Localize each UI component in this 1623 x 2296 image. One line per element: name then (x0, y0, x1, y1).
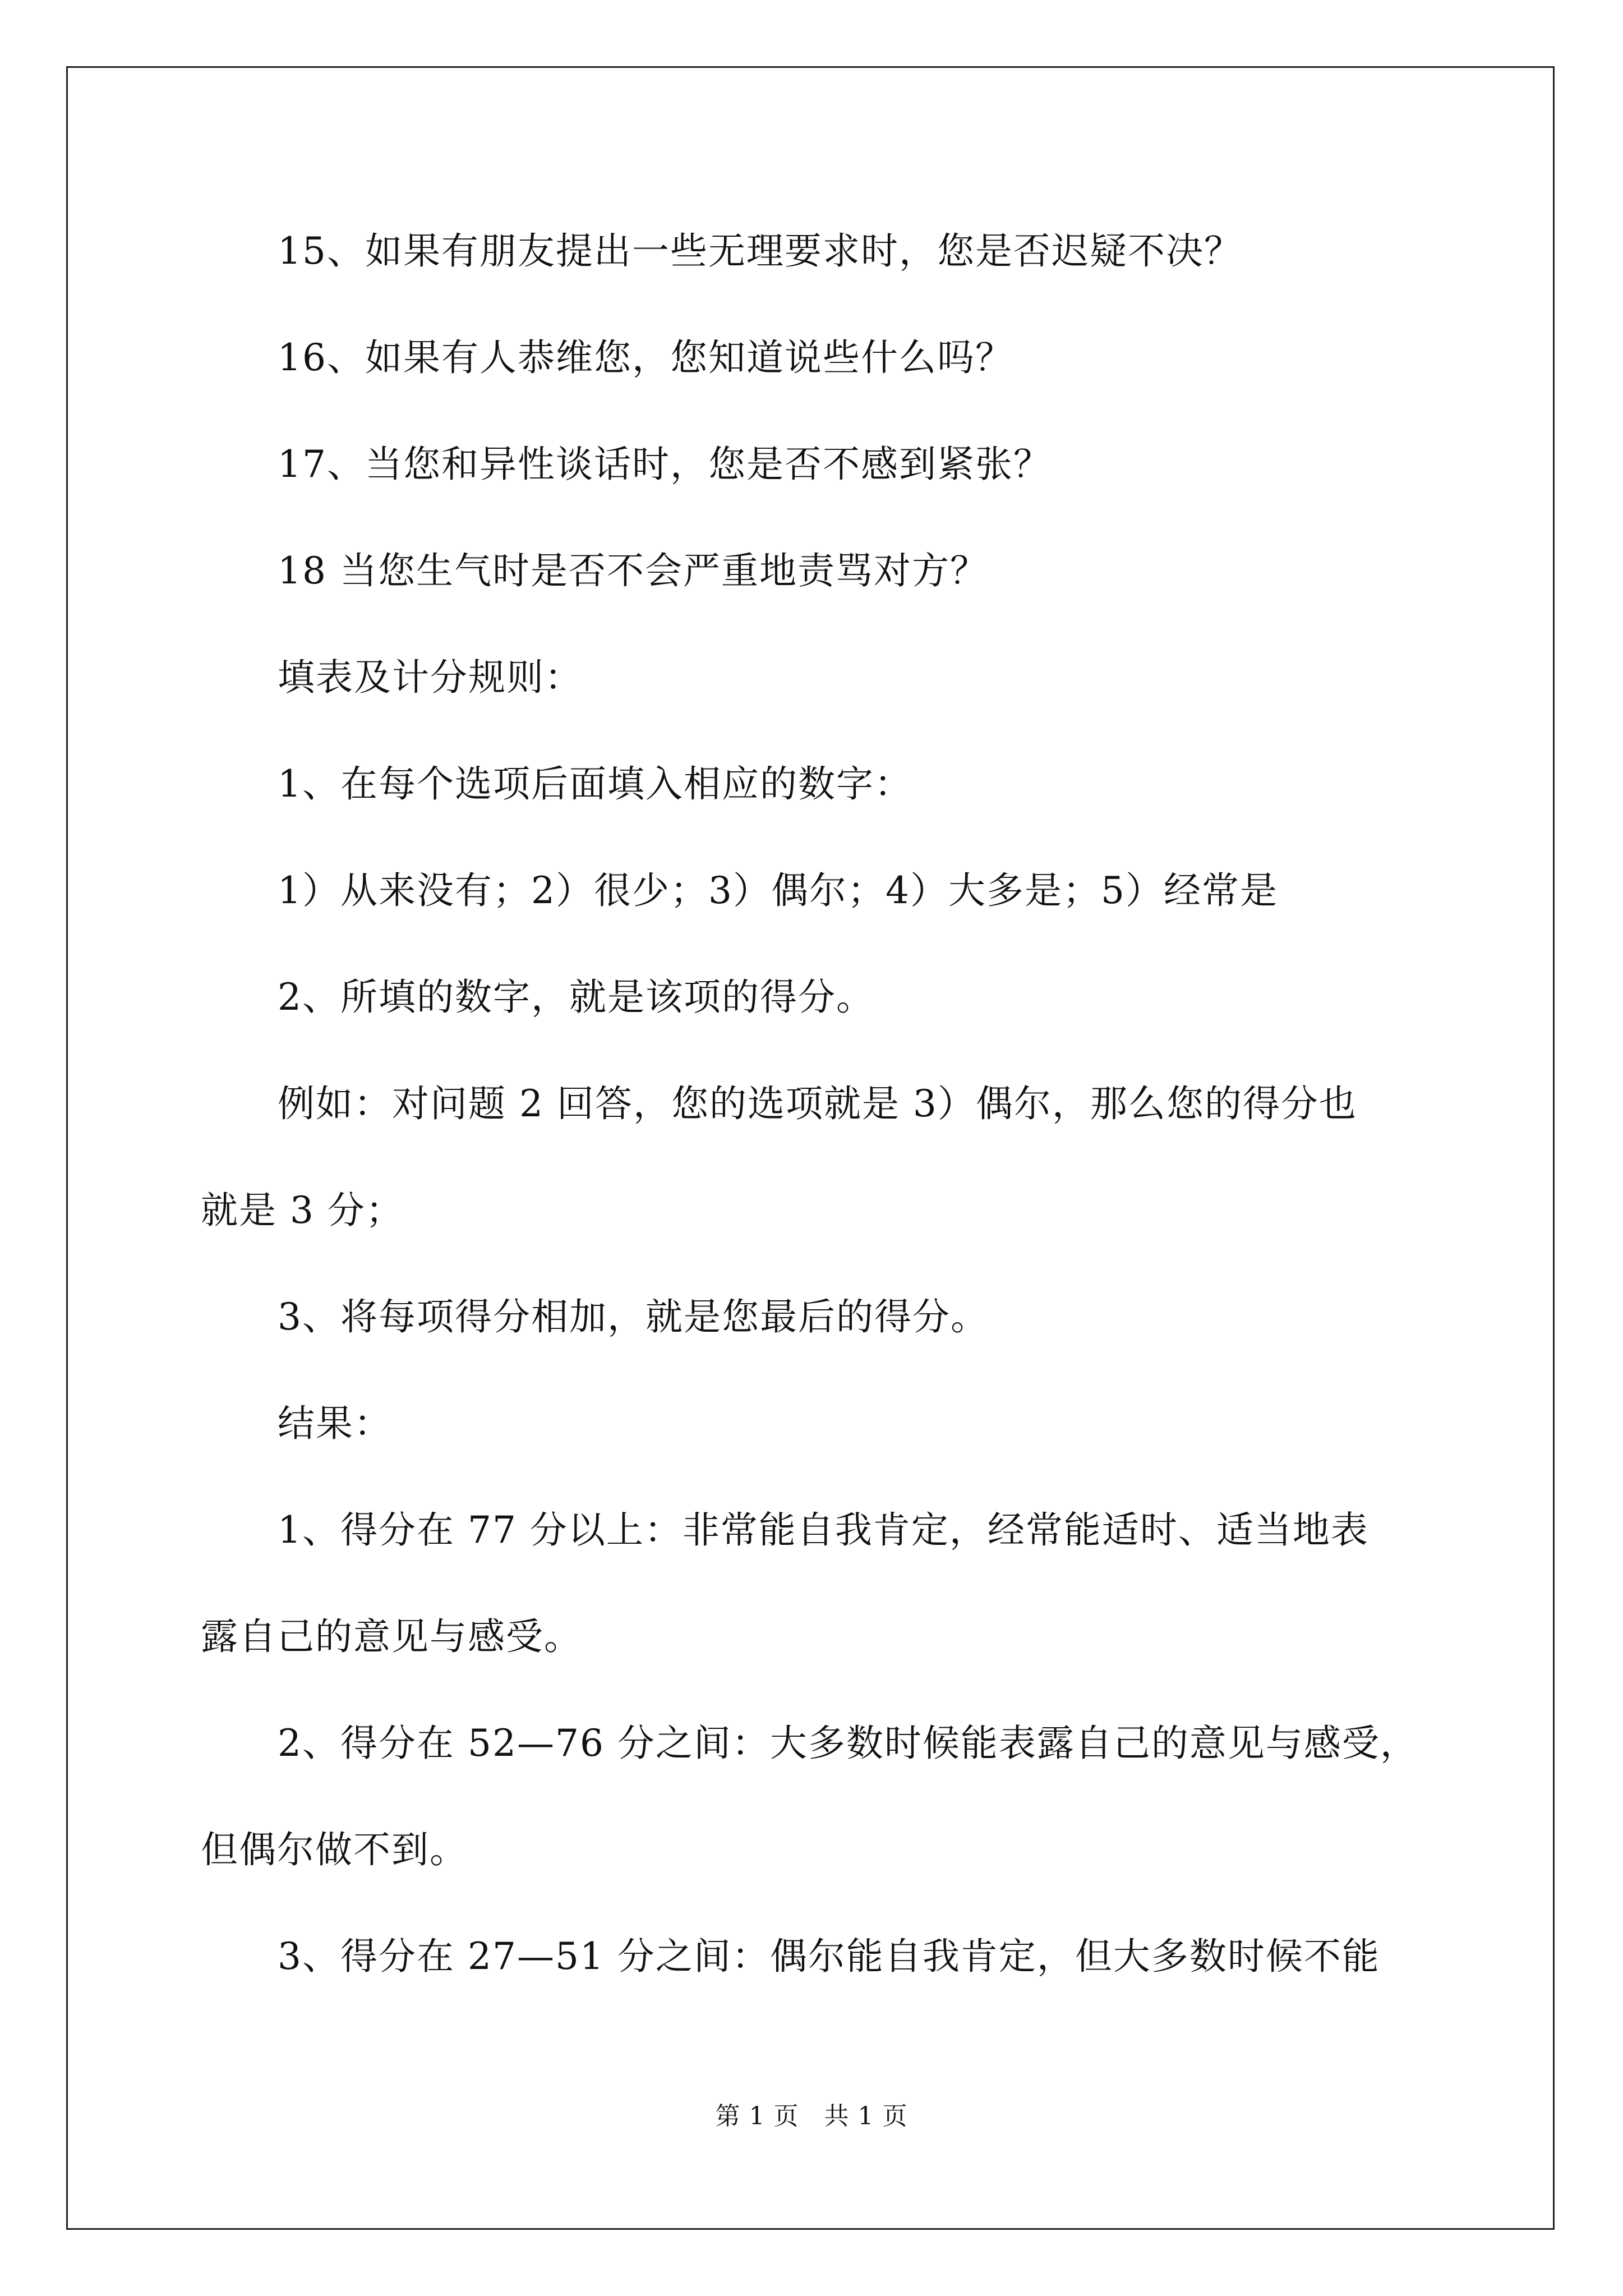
paragraph-results-heading: 结果： (278, 1402, 392, 1445)
paragraph-rule-2: 2、所填的数字，就是该项的得分。 (278, 976, 874, 1019)
paragraph-q17: 17、当您和异性谈话时，您是否不感到紧张？ (278, 443, 1052, 486)
paragraph-rule-3: 3、将每项得分相加，就是您最后的得分。 (278, 1295, 989, 1338)
page-border (66, 66, 1555, 2230)
paragraph-result-2-cont: 但偶尔做不到。 (201, 1828, 468, 1871)
paragraph-rules-heading: 填表及计分规则： (278, 656, 583, 699)
paragraph-result-2: 2、得分在 52—76 分之间：大多数时候能表露自己的意见与感受， (278, 1722, 1418, 1765)
paragraph-q16: 16、如果有人恭维您，您知道说些什么吗？ (278, 336, 1013, 379)
paragraph-q15: 15、如果有朋友提出一些无理要求时，您是否迟疑不决？ (278, 229, 1242, 273)
paragraph-example: 例如：对问题 2 回答，您的选项就是 3）偶尔，那么您的得分也 (278, 1082, 1357, 1125)
paragraph-options: 1）从来没有；2）很少；3）偶尔；4）大多是；5）经常是 (278, 869, 1278, 912)
page-footer: 第 1 页 共 1 页 (715, 2102, 908, 2131)
paragraph-example-cont: 就是 3 分； (201, 1189, 404, 1232)
paragraph-q18: 18 当您生气时是否不会严重地责骂对方？ (278, 549, 988, 592)
paragraph-result-1-cont: 露自己的意见与感受。 (201, 1615, 582, 1658)
paragraph-result-1: 1、得分在 77 分以上：非常能自我肯定，经常能适时、适当地表 (278, 1508, 1369, 1552)
paragraph-rule-1: 1、在每个选项后面填入相应的数字： (278, 762, 912, 806)
paragraph-result-3: 3、得分在 27—51 分之间：偶尔能自我肯定，但大多数时候不能 (278, 1935, 1380, 1978)
